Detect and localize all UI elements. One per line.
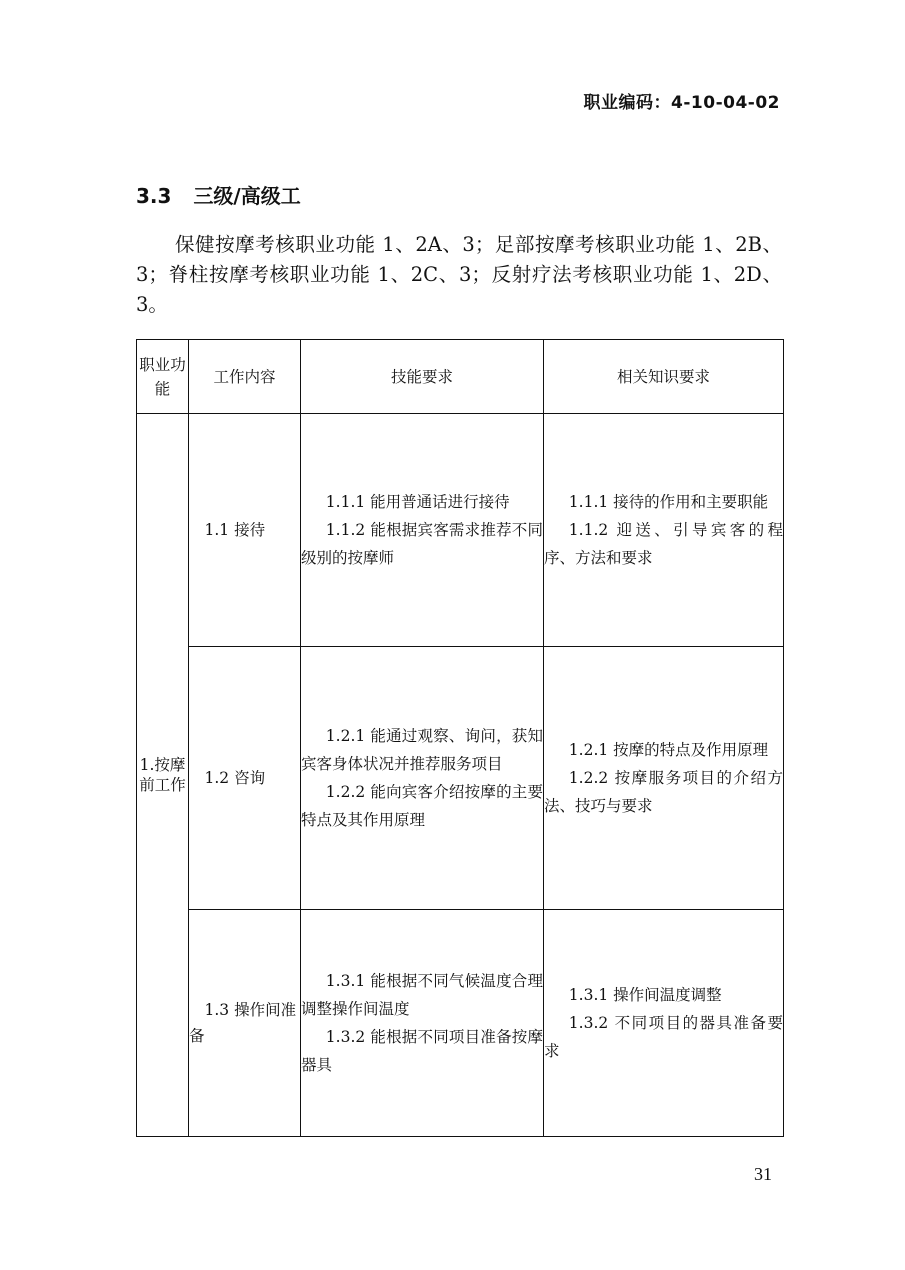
- function-cell: 1.按摩前工作: [137, 414, 189, 1137]
- skills-cell: [301, 414, 544, 647]
- knowledge-cell: [544, 414, 784, 647]
- knowledge-cell: [544, 910, 784, 1137]
- header-skills: 技能要求: [301, 340, 544, 414]
- content-cell: 1.3 操作间准备: [189, 910, 301, 1137]
- occupation-code: 职业编码：4-10-04-02: [583, 93, 780, 113]
- knowledge-item: 1.3.2 不同项目的器具准备要求: [544, 1014, 783, 1060]
- section-title: [136, 180, 301, 209]
- content-cell: 1.2 咨询: [189, 647, 301, 910]
- header-knowledge: 相关知识要求: [544, 340, 784, 414]
- skill-item: 1.2.2 能向宾客介绍按摩的主要特点及其作用原理: [301, 783, 543, 829]
- section-number: 3.3: [136, 184, 172, 208]
- knowledge-item: 1.2.2 按摩服务项目的介绍方法、技巧与要求: [544, 769, 783, 815]
- skill-item: 1.1.1 能用普通话进行接待: [325, 493, 510, 511]
- table-row: [137, 414, 784, 647]
- knowledge-item: 1.1.2 迎送、引导宾客的程序、方法和要求: [544, 521, 783, 567]
- page-number: 31: [754, 1164, 772, 1184]
- intro-paragraph: 保健按摩考核职业功能 1、2A、3；足部按摩考核职业功能 1、2B、3；脊柱按摩考核职业功能 1、2C、3；反射疗法考核职业功能 1、2D、3。: [136, 233, 782, 316]
- knowledge-item: 1.2.1 按摩的特点及作用原理: [568, 741, 769, 759]
- skill-item: 1.3.2 能根据不同项目准备按摩器具: [301, 1028, 543, 1074]
- knowledge-cell: [544, 647, 784, 910]
- skill-item: 1.1.2 能根据宾客需求推荐不同级别的按摩师: [301, 521, 543, 567]
- knowledge-item: 1.3.1 操作间温度调整: [568, 986, 722, 1004]
- knowledge-item: 1.1.1 接待的作用和主要职能: [568, 493, 769, 511]
- section-title-text: 三级/高级工: [193, 184, 301, 208]
- skills-cell: [301, 647, 544, 910]
- table-header-row: [137, 340, 784, 414]
- competency-table: [136, 339, 784, 1137]
- header-function: 职业功能: [137, 340, 189, 414]
- skill-item: 1.2.1 能通过观察、询问，获知宾客身体状况并推荐服务项目: [301, 727, 543, 773]
- header-content: 工作内容: [189, 340, 301, 414]
- table-row: [137, 647, 784, 910]
- skills-cell: [301, 910, 544, 1137]
- skill-item: 1.3.1 能根据不同气候温度合理调整操作间温度: [301, 972, 543, 1018]
- table-row: [137, 910, 784, 1137]
- content-cell: 1.1 接待: [189, 414, 301, 647]
